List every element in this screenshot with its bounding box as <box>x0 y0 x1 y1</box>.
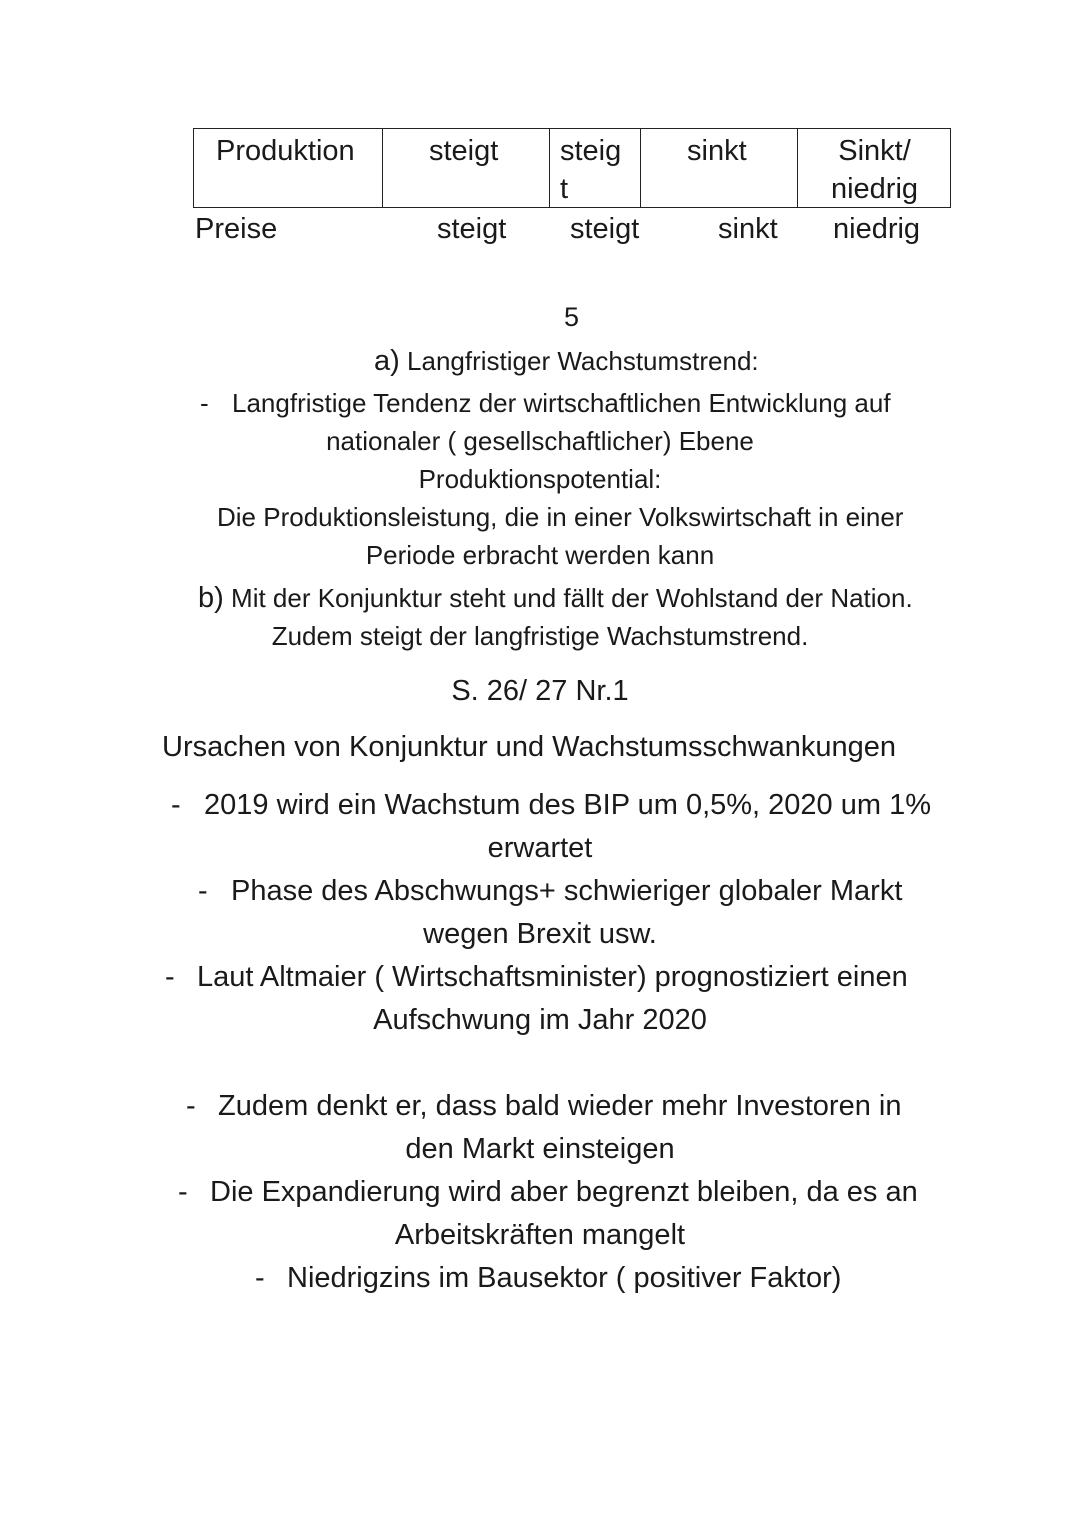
heading-a <box>374 345 759 378</box>
table-cell-sinkt-niedrig: Sinkt/ <box>838 135 911 167</box>
dash-marker: - <box>171 789 181 821</box>
bullet-1-line1: 2019 wird ein Wachstum des BIP um 0,5%, 2020 um 1% <box>204 789 931 821</box>
bullet-5-line1: Die Expandierung wird aber begrenzt bleiben, da es an <box>210 1176 918 1208</box>
heading-a-marker: a) <box>374 345 400 377</box>
b-line1-text: Mit der Konjunktur steht und fällt der Wohlstand der Nation. <box>231 583 913 613</box>
dash-marker: - <box>255 1262 265 1294</box>
potential-line1: Die Produktionsleistung, die in einer Volkswirtschaft in einer <box>217 502 904 532</box>
table-cell-produktion: Produktion <box>216 135 355 167</box>
bullet-4-line2: den Markt einsteigen <box>405 1133 675 1165</box>
potential-heading: Produktionspotential: <box>418 464 662 494</box>
prices-steigt-2: steigt <box>570 213 640 245</box>
prices-label: Preise <box>195 213 278 245</box>
table-divider <box>549 129 550 207</box>
section-number: 5 <box>564 302 580 332</box>
causes-heading: Ursachen von Konjunktur und Wachstumsschwankungen <box>162 731 896 763</box>
table-cell-niedrig: niedrig <box>830 173 919 205</box>
bullet-6-line1: Niedrigzins im Bausektor ( positiver Faktor) <box>287 1262 842 1294</box>
potential-line2: Periode erbracht werden kann <box>365 540 715 570</box>
bullet-3-line2: Aufschwung im Jahr 2020 <box>373 1004 707 1036</box>
dash-marker: - <box>200 388 209 418</box>
dash-marker: - <box>186 1090 196 1122</box>
bullet-3-line1: Laut Altmaier ( Wirtschaftsminister) prognostiziert einen <box>197 961 908 993</box>
bullet-5-line2: Arbeitskräften mangelt <box>394 1219 686 1251</box>
prices-steigt-1: steigt <box>437 213 507 245</box>
dash-marker: - <box>198 875 208 907</box>
a-bullet-line1: Langfristige Tendenz der wirtschaftlichen Entwicklung auf <box>232 388 891 418</box>
table-cell-steig-wrap: t <box>560 173 569 205</box>
table-cell-steigt: steigt <box>429 135 499 167</box>
dash-marker: - <box>165 961 175 993</box>
table-cell-sinkt: sinkt <box>687 135 747 167</box>
dash-marker: - <box>178 1176 188 1208</box>
bullet-2-line2: wegen Brexit usw. <box>423 918 657 950</box>
b-line1 <box>198 582 913 615</box>
b-marker: b) <box>198 582 224 614</box>
table-divider <box>382 129 383 207</box>
page-reference: S. 26/ 27 Nr.1 <box>451 675 629 707</box>
prices-niedrig: niedrig <box>833 213 921 245</box>
production-table <box>193 128 951 208</box>
table-cell-steig: steig <box>560 135 622 167</box>
prices-sinkt: sinkt <box>718 213 778 245</box>
bullet-2-line1: Phase des Abschwungs+ schwieriger globaler Markt <box>231 875 903 907</box>
heading-a-text: Langfristiger Wachstumstrend: <box>407 346 759 376</box>
a-bullet-line2: nationaler ( gesellschaftlicher) Ebene <box>326 426 754 456</box>
table-divider <box>640 129 641 207</box>
bullet-4-line1: Zudem denkt er, dass bald wieder mehr Investoren in <box>218 1090 902 1122</box>
bullet-1-line2: erwartet <box>487 832 593 864</box>
b-line2: Zudem steigt der langfristige Wachstumstrend. <box>271 621 809 651</box>
